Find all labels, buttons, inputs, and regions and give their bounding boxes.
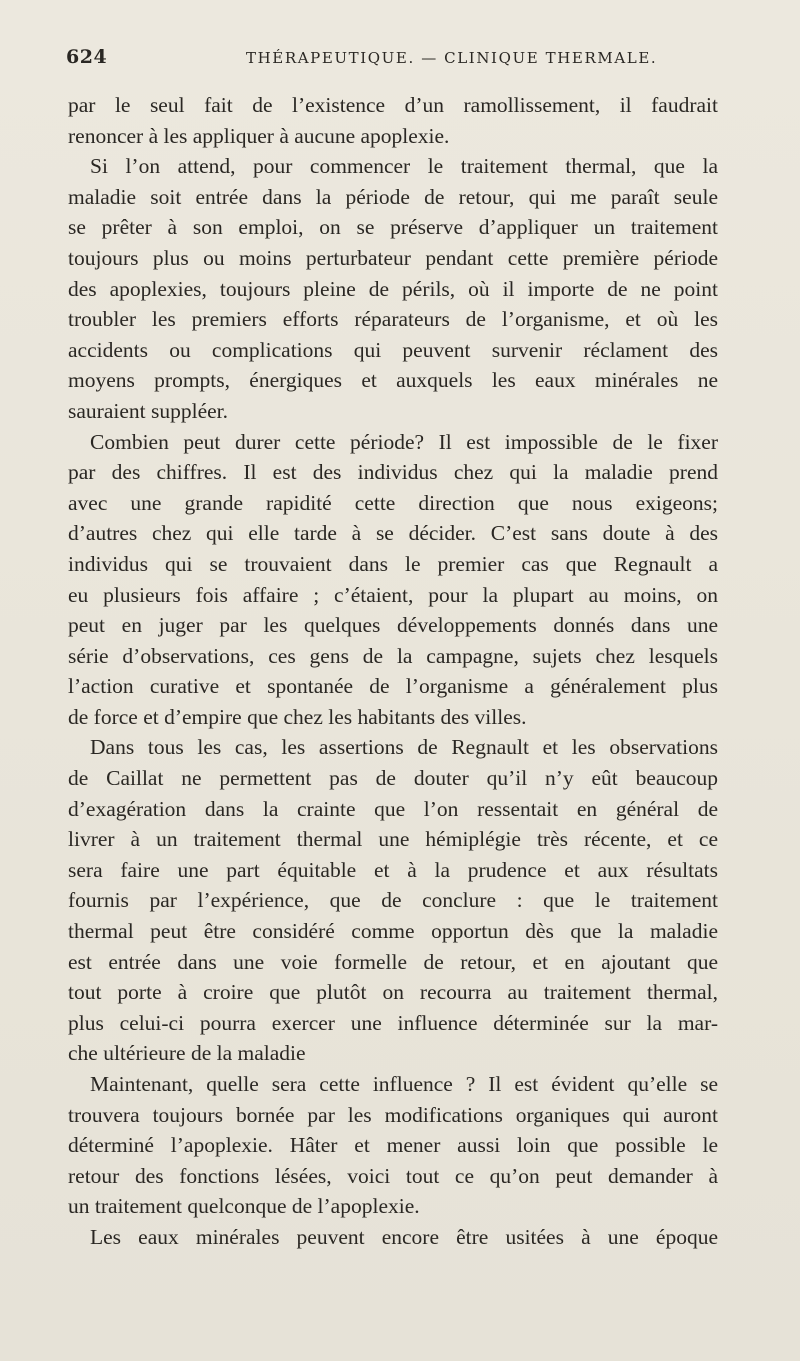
text-line: de Caillat ne permettent pas de douter qu’il n’y eût beaucoup: [68, 766, 718, 791]
text-line: avec une grande rapidité cette direction que nous exigeons;: [68, 490, 718, 515]
text-line: se prêter à son emploi, on se préserve d’appliquer un traitement: [68, 215, 718, 240]
text-line: che ultérieure de la maladie: [68, 1041, 306, 1066]
text-line: maladie soit entrée dans la période de retour, qui me paraît seule: [68, 184, 718, 209]
text-line: un traitement quelconque de l’apoplexie.: [68, 1194, 420, 1219]
text-line: accidents ou complications qui peuvent survenir réclament des: [68, 337, 718, 362]
text-line: Si l’on attend, pour commencer le traitement thermal, que la: [90, 154, 718, 179]
text-line: individus qui se trouvaient dans le premier cas que Regnault a: [68, 551, 718, 576]
text-line: troubler les premiers efforts réparateurs de l’organisme, et où les: [68, 307, 718, 332]
text-line: moyens prompts, énergiques et auxquels les eaux minérales ne: [68, 368, 718, 393]
text-line: par le seul fait de l’existence d’un ramollissement, il faudrait: [68, 93, 718, 117]
text-line: est entrée dans une voie formelle de retour, et en ajoutant que: [68, 949, 718, 974]
text-line: de force et d’empire que chez les habitants des villes.: [68, 704, 527, 729]
text-line: livrer à un traitement thermal une hémiplégie très récente, et ce: [68, 827, 718, 852]
page-number: 624: [66, 46, 108, 68]
text-line: Combien peut durer cette période? Il est impossible de le fixer: [90, 429, 718, 454]
text-line: Maintenant, quelle sera cette influence ? Il est évident qu’elle se: [90, 1072, 718, 1096]
page-header: [66, 46, 736, 76]
text-line: toujours plus ou moins perturbateur pendant cette première période: [68, 245, 718, 270]
text-line: retour des fonctions lésées, voici tout ce qu’on peut demander à: [68, 1163, 718, 1188]
text-line: Dans tous les cas, les assertions de Regnault et les observations: [90, 735, 718, 760]
body-text: [68, 90, 718, 1253]
text-line: des apoplexies, toujours pleine de périls, où il importe de ne point: [68, 276, 718, 301]
text-line: eu plusieurs fois affaire ; c’étaient, pour la plupart au moins, on: [68, 582, 718, 607]
text-line: thermal peut être considéré comme opportun dès que la maladie: [68, 919, 718, 944]
text-line: série d’observations, ces gens de la campagne, sujets chez lesquels: [68, 643, 718, 668]
text-line: d’autres chez qui elle tarde à se décider. C’est sans doute à des: [68, 521, 718, 546]
text-line: peut en juger par les quelques développements donnés dans une: [68, 613, 718, 638]
text-line: renoncer à les appliquer à aucune apoplexie.: [68, 123, 450, 148]
text-line: plus celui-ci pourra exercer une influence déterminée sur la mar-: [68, 1010, 718, 1035]
text-line: sera faire une part équitable et à la prudence et aux résultats: [68, 857, 718, 882]
running-title: THÉRAPEUTIQUE. — CLINIQUE THERMALE.: [246, 49, 658, 67]
text-line: l’action curative et spontanée de l’organisme a généralement plus: [68, 674, 718, 699]
text-line: trouvera toujours bornée par les modifications organiques qui auront: [68, 1102, 718, 1127]
text-line: Les eaux minérales peuvent encore être usitées à une époque: [90, 1224, 718, 1249]
text-line: d’exagération dans la crainte que l’on ressentait en général de: [68, 796, 718, 821]
text-line: fournis par l’expérience, que de conclure : que le traitement: [68, 888, 718, 913]
text-line: tout porte à croire que plutôt on recourra au traitement thermal,: [68, 980, 718, 1005]
text-line: par des chiffres. Il est des individus chez qui la maladie prend: [68, 460, 718, 485]
text-line: déterminé l’apoplexie. Hâter et mener aussi loin que possible le: [68, 1133, 718, 1158]
text-line: sauraient suppléer.: [68, 398, 229, 423]
